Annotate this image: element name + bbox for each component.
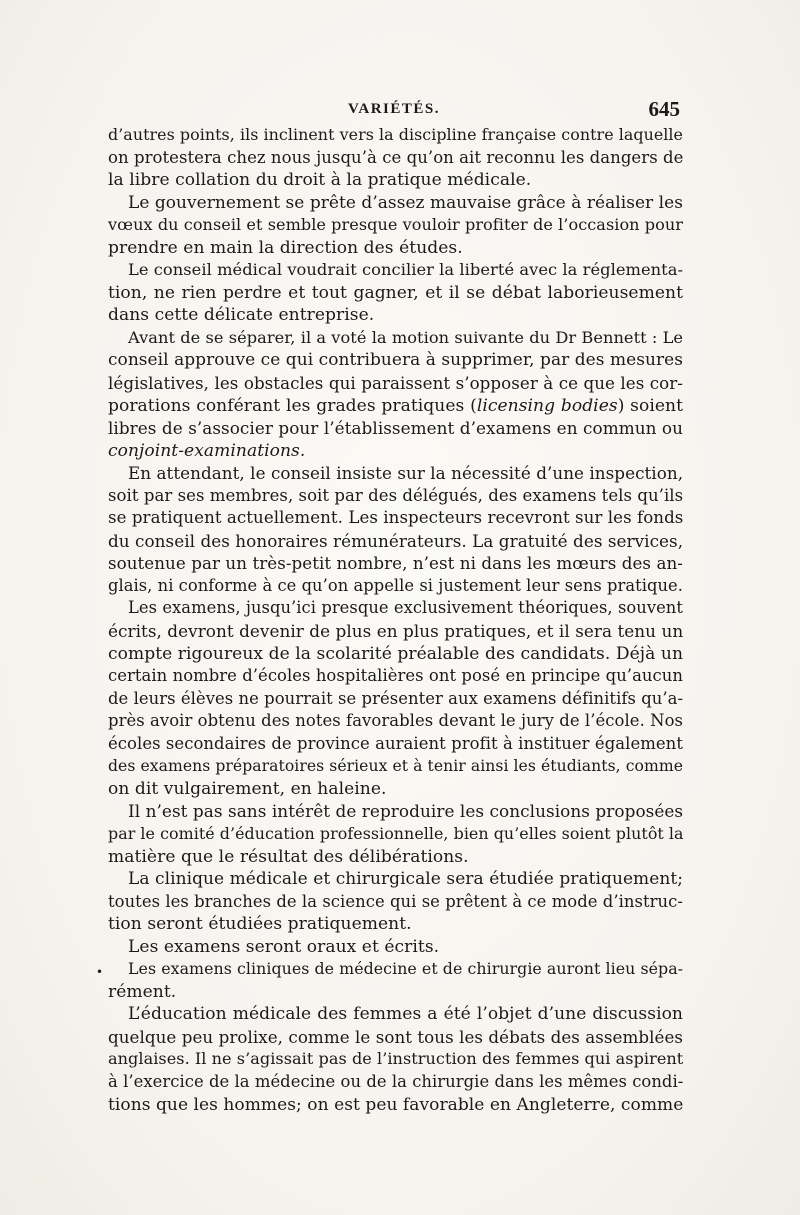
text-line: soit par ses membres, soit par des délégués, des examens tels qu’ils [108, 485, 684, 505]
body-text [108, 124, 683, 1116]
text-line: compte rigoureux de la scolarité préalable des candidats. Déjà un [108, 643, 683, 664]
text-line: législatives, les obstacles qui paraissent s’opposer à ce que les cor- [108, 373, 683, 394]
text-line: du conseil des honoraires rémunérateurs. La gratuité des services, [108, 530, 684, 551]
text-line: à l’exercice de la médecine ou de la chirurgie dans les mêmes condi- [108, 1071, 684, 1091]
text-line: Le gouvernement se prête d’assez mauvaise grâce à réaliser les [128, 192, 683, 213]
text-line: tion, ne rien perdre et tout gagner, et il se débat laborieusement [108, 282, 683, 303]
italic-term: conjoint-examinations. [108, 440, 306, 461]
text-line italic-term-line: porations conférant les grades pratiques (licensing bodies) soient [108, 395, 683, 416]
text-line: tion seront étudiées pratiquement. [108, 914, 412, 935]
text-line: prendre en main la direction des études. [108, 237, 463, 258]
running-head [108, 97, 680, 123]
text-line: Il n’est pas sans intérêt de reproduire les conclusions proposées [128, 801, 684, 822]
text-line: En attendant, le conseil insiste sur la nécessité d’une inspection, [128, 463, 684, 484]
text-line: Avant de se séparer, il a voté la motion suivante du Dr Bennett : Le [128, 327, 684, 347]
text-line: par le comité d’éducation professionnelle, bien qu’elles soient plutôt la [108, 823, 684, 843]
text-line: glais, ni conforme à ce qu’on appelle si justement leur sens pratique. [108, 575, 683, 595]
text-line: près avoir obtenu des notes favorables devant le jury de l’école. Nos [108, 711, 683, 731]
text-line: conseil approuve ce qui contribuera à supprimer, par des mesures [108, 350, 683, 371]
text-line: Le conseil médical voudrait concilier la liberté avec la réglementa- [128, 260, 684, 280]
text-line: écrits, devront devenir de plus en plus pratiques, et il sera tenu un [108, 621, 684, 642]
text-line: on protestera chez nous jusqu’à ce qu’on ait reconnu les dangers de [108, 147, 684, 167]
text-line: toutes les branches de la science qui se prêtent à ce mode d’instruc- [108, 891, 683, 911]
running-title: VARIÉTÉS. [347, 101, 440, 117]
text-line: de leurs élèves ne pourrait se présenter aux examens définitifs qu’a- [108, 688, 684, 708]
text-line: matière que le résultat des délibérations. [108, 846, 469, 867]
text-line: rément. [108, 981, 177, 1002]
text-line: Les examens, jusqu’ici presque exclusivement théoriques, souvent [128, 598, 683, 618]
text-line: des examens préparatoires sérieux et à tenir ainsi les étudiants, comme [108, 756, 683, 776]
text-line: tions que les hommes; on est peu favorable en Angleterre, comme [108, 1094, 684, 1115]
stray-bullet-mark: • [96, 965, 104, 979]
text-line: d’autres points, ils inclinent vers la discipline française contre laquelle [108, 125, 684, 144]
text-line: la libre collation du droit à la pratique médicale. [108, 170, 532, 191]
text-line: La clinique médicale et chirurgicale sera étudiée pratiquement; [128, 869, 683, 890]
text-line: quelque peu prolixe, comme le sont tous les débats des assemblées [108, 1026, 683, 1047]
text-line: L’éducation médicale des femmes a été l’objet d’une discussion [128, 1004, 683, 1025]
text-line: libres de s’associer pour l’établissement d’examens en commun ou [108, 418, 683, 439]
text-line: certain nombre d’écoles hospitalières ont posé en principe qu’aucun [108, 666, 683, 686]
text-line: vœux du conseil et semble presque vouloir profiter de l’occasion pour [108, 215, 683, 235]
text-line: anglaises. Il ne s’agissait pas de l’instruction des femmes qui aspirent [108, 1049, 684, 1069]
italic-term: licensing bodies [476, 395, 618, 416]
page-number: 645 [648, 97, 680, 121]
text-line: se pratiquent actuellement. Les inspecteurs recevront sur les fonds [108, 508, 684, 528]
text-line: dans cette délicate entreprise. [108, 305, 375, 326]
text-line: Les examens cliniques de médecine et de chirurgie auront lieu sépa- [128, 959, 684, 979]
text-line [108, 440, 683, 463]
text-line: écoles secondaires de province auraient profit à instituer également [108, 733, 683, 753]
text-line: on dit vulgairement, en haleine. [108, 778, 387, 799]
text-line: soutenue par un très-petit nombre, n’est ni dans les mœurs des an- [108, 553, 683, 574]
text-line: Les examens seront oraux et écrits. [128, 936, 440, 957]
